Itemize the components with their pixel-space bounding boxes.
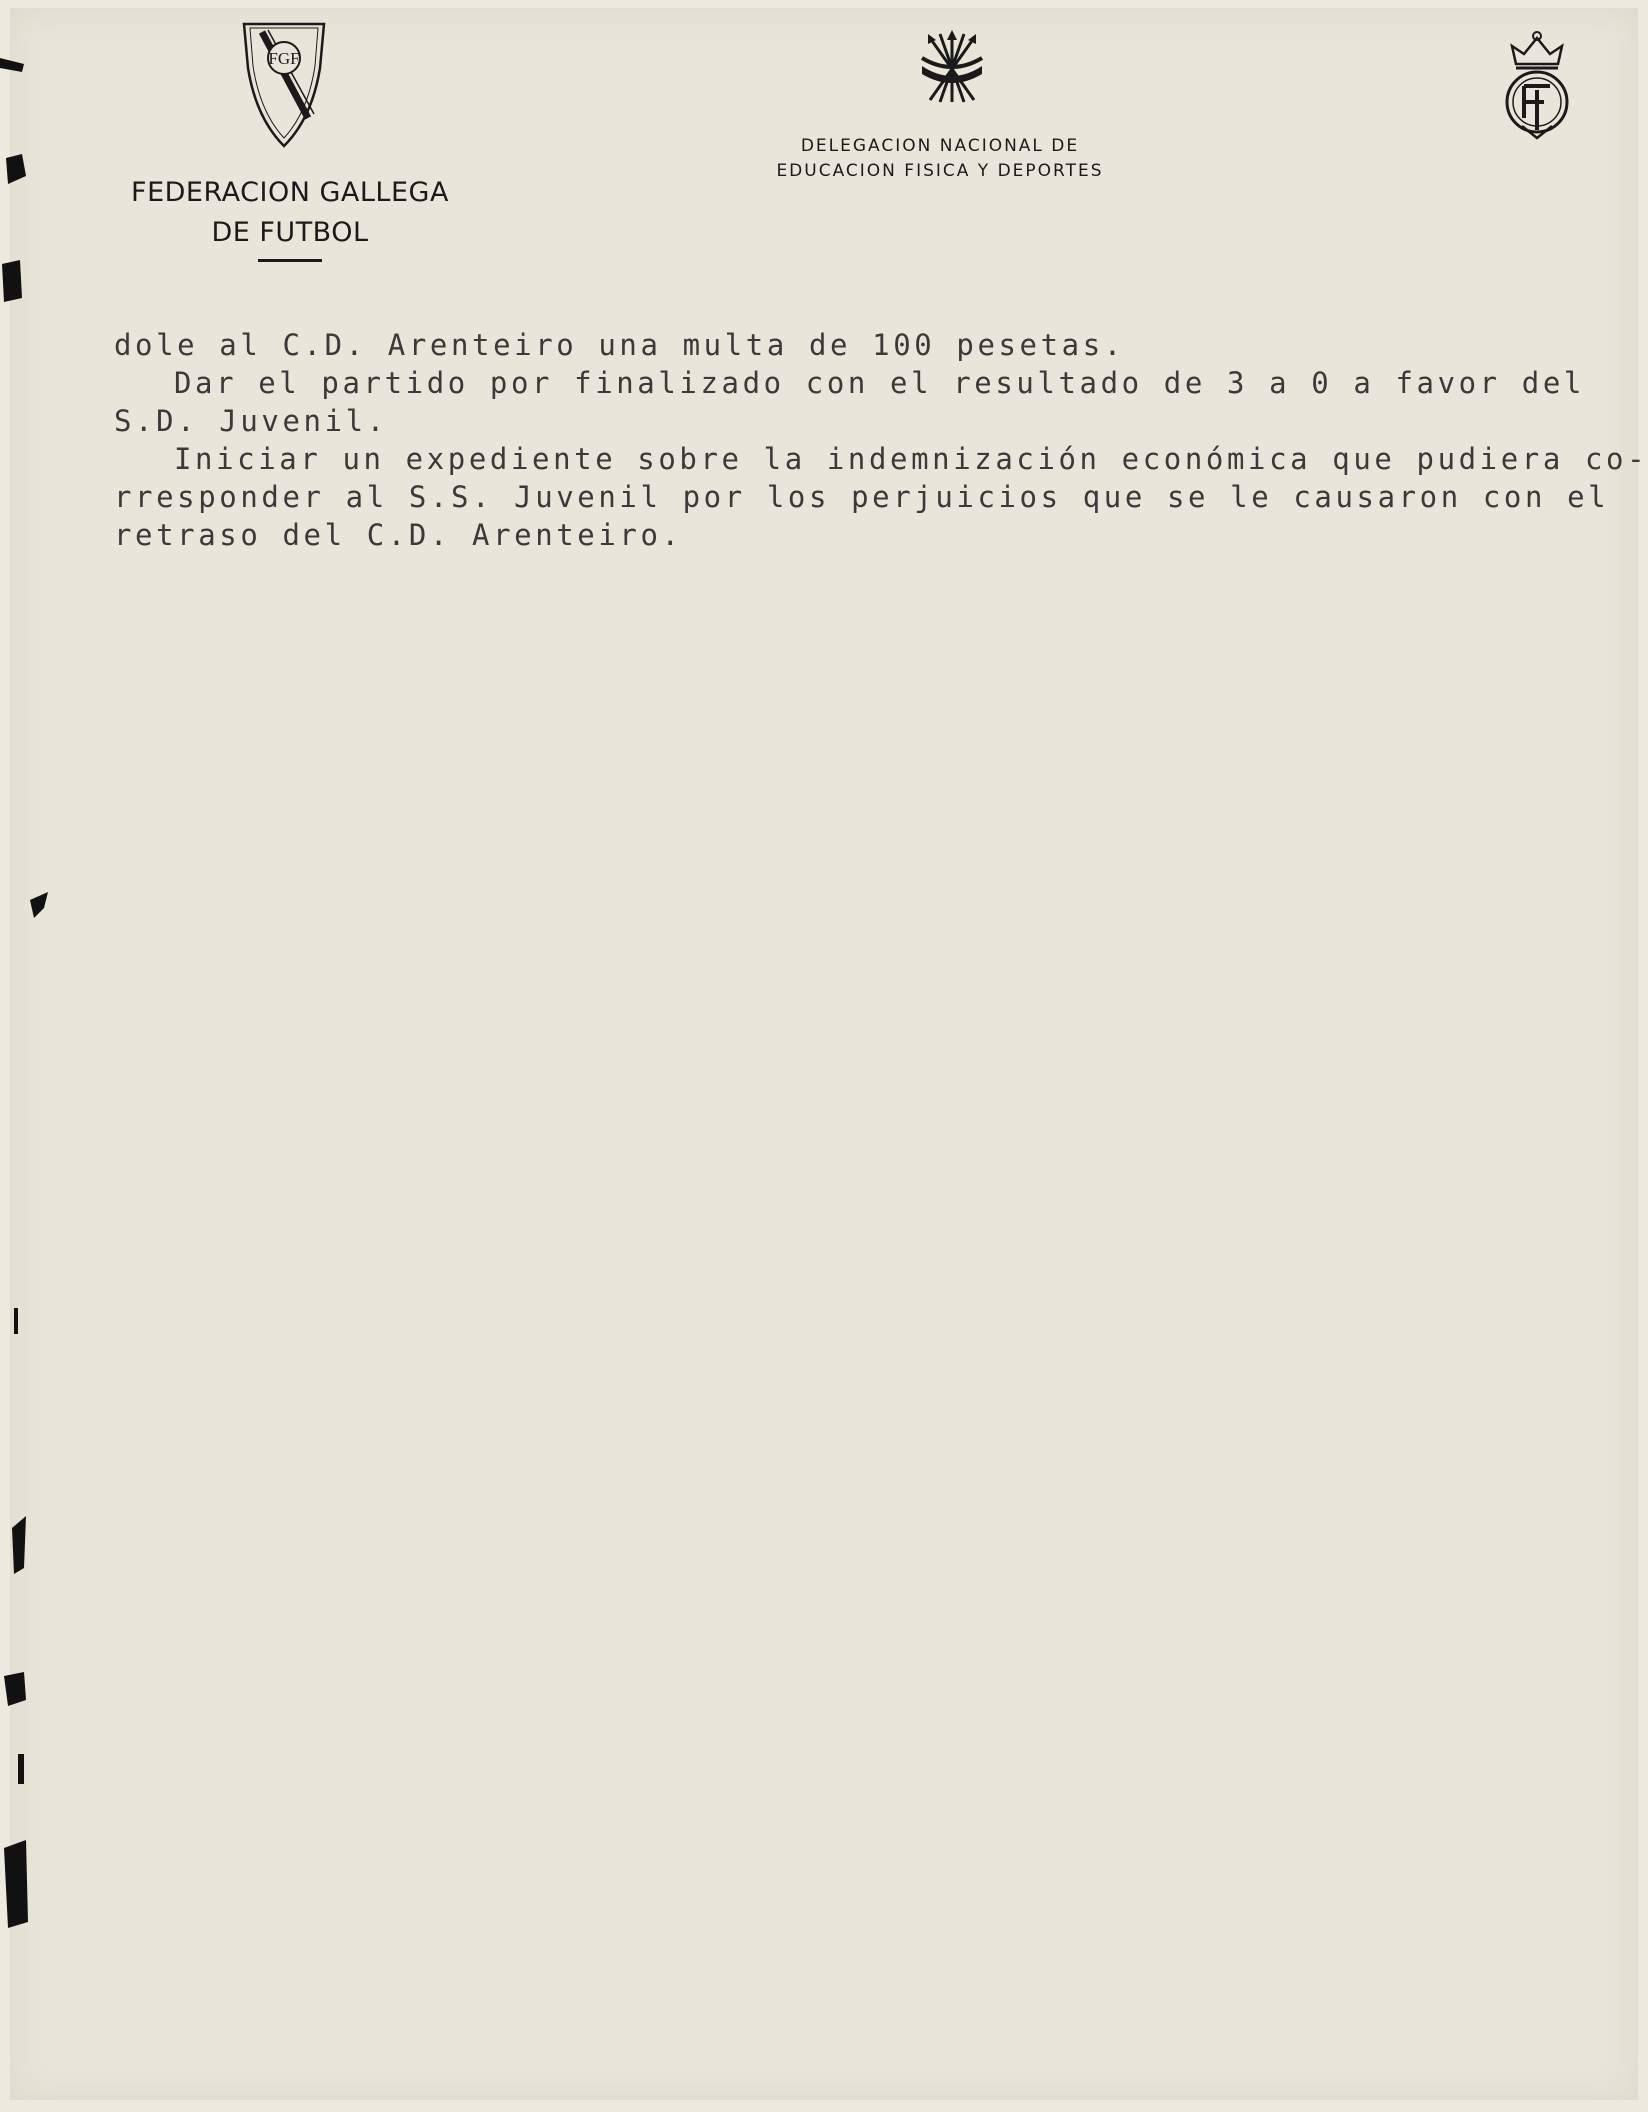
typed-body <box>114 326 1648 554</box>
body-line: Iniciar un expediente sobre la indemnización económica que pudiera co- <box>174 442 1648 476</box>
delegation-line-2: EDUCACION FISICA Y DEPORTES <box>776 161 1104 181</box>
federation-letterhead <box>110 173 470 262</box>
shield-crest-icon <box>238 18 330 150</box>
delegation-line-1: DELEGACION NACIONAL DE <box>800 136 1080 156</box>
letterhead-underline <box>258 259 322 262</box>
body-line: rresponder al S.S. Juvenil por los perjuicios que se le causaron con el <box>114 480 1610 514</box>
body-line: dole al C.D. Arenteiro una multa de 100 pesetas. <box>114 328 1125 362</box>
letterhead-line-2: DE FUTBOL <box>211 217 369 248</box>
svg-text:FGF: FGF <box>268 49 300 68</box>
crowned-crest-icon <box>1502 30 1572 148</box>
body-line: S.D. Juvenil. <box>114 404 388 438</box>
letterhead-line-1: FEDERACION GALLEGA <box>131 177 449 208</box>
body-line: retraso del C.D. Arenteiro. <box>114 518 683 552</box>
yoke-and-arrows-icon <box>916 30 988 106</box>
paper-sheet <box>10 8 1648 2100</box>
delegation-letterhead <box>710 134 1170 184</box>
binding-marks <box>0 8 50 2100</box>
body-line: Dar el partido por finalizado con el resultado de 3 a 0 a favor del <box>174 366 1585 400</box>
